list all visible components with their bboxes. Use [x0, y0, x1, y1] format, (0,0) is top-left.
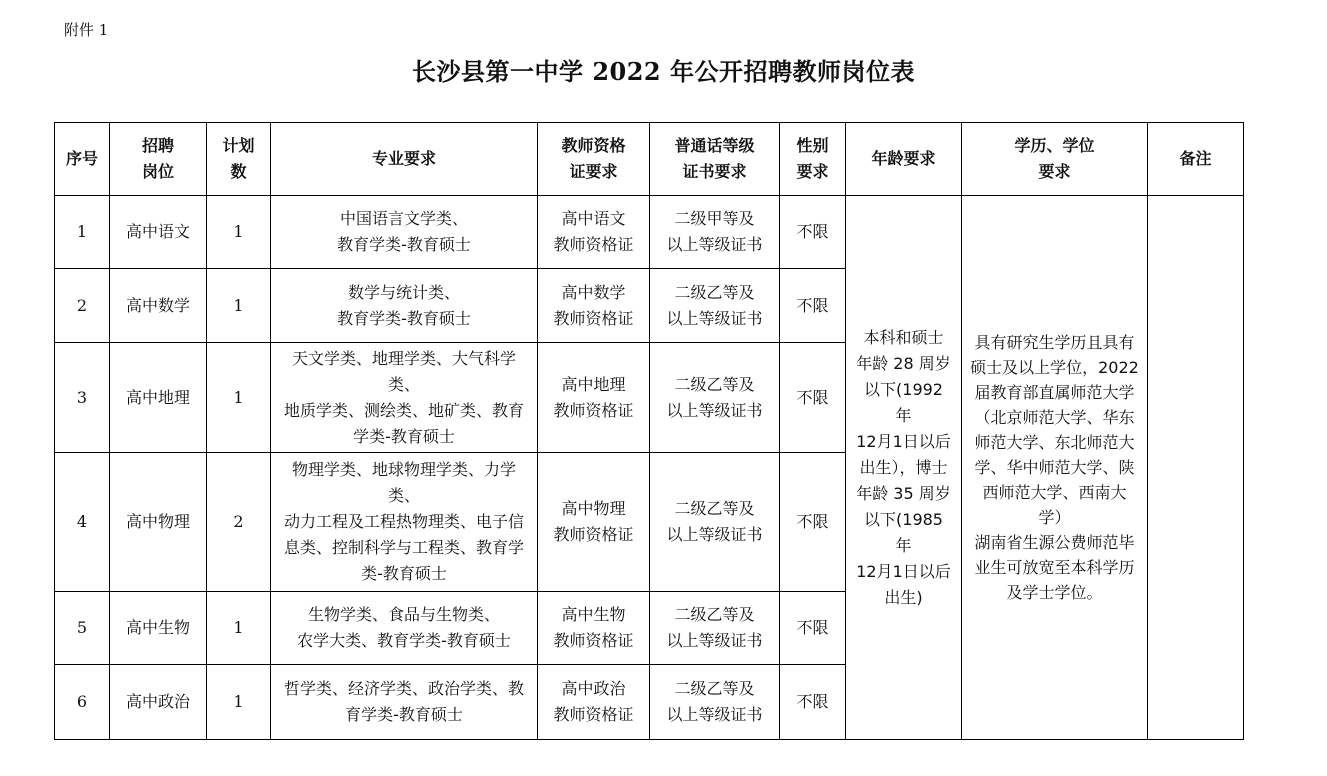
cell-seq: 3 [55, 343, 110, 453]
cell-gender: 不限 [780, 453, 846, 592]
cell-mandarin: 二级乙等及 以上等级证书 [650, 269, 780, 343]
cell-education-requirement: 具有研究生学历且具有 硕士及以上学位，2022 届教育部直属师范大学 （北京师范大学、华东 师范大学、东北师范大 学、华中师范大学、陕 西师范大学、西南大学） 湖南省生源公费师范毕 业生可放宽至本科学历 及学士学位。 [962, 196, 1148, 740]
cell-post: 高中语文 [110, 196, 207, 269]
cell-post: 高中生物 [110, 592, 207, 665]
cell-gender: 不限 [780, 665, 846, 740]
cell-post: 高中地理 [110, 343, 207, 453]
cell-plan: 1 [207, 196, 271, 269]
cell-post: 高中政治 [110, 665, 207, 740]
header-plan: 计划 数 [207, 123, 271, 196]
cell-remark [1148, 196, 1244, 740]
header-gender: 性别 要求 [780, 123, 846, 196]
cell-mandarin: 二级乙等及 以上等级证书 [650, 343, 780, 453]
cell-major: 物理学类、地球物理学类、力学类、 动力工程及工程热物理类、电子信 息类、控制科学与工程类、教育学 类-教育硕士 [271, 453, 538, 592]
header-post: 招聘 岗位 [110, 123, 207, 196]
cell-plan: 1 [207, 269, 271, 343]
cell-mandarin: 二级甲等及 以上等级证书 [650, 196, 780, 269]
cell-seq: 5 [55, 592, 110, 665]
attachment-label: 附件 1 [64, 21, 109, 39]
cell-post: 高中数学 [110, 269, 207, 343]
cell-cert: 高中地理 教师资格证 [538, 343, 650, 453]
cell-post: 高中物理 [110, 453, 207, 592]
cell-gender: 不限 [780, 269, 846, 343]
cell-seq: 4 [55, 453, 110, 592]
cell-gender: 不限 [780, 196, 846, 269]
table-header-row [55, 123, 1244, 196]
cell-cert: 高中语文 教师资格证 [538, 196, 650, 269]
cell-plan: 1 [207, 343, 271, 453]
header-seq: 序号 [55, 123, 110, 196]
cell-seq: 6 [55, 665, 110, 740]
page-title: 长沙县第一中学 2022 年公开招聘教师岗位表 [411, 57, 915, 86]
cell-cert: 高中政治 教师资格证 [538, 665, 650, 740]
cell-plan: 1 [207, 592, 271, 665]
cell-major: 中国语言文学类、 教育学类-教育硕士 [271, 196, 538, 269]
cell-major: 哲学类、经济学类、政治学类、教 育学类-教育硕士 [271, 665, 538, 740]
cell-plan: 2 [207, 453, 271, 592]
cell-plan: 1 [207, 665, 271, 740]
header-major: 专业要求 [271, 123, 538, 196]
header-mandarin: 普通话等级 证书要求 [650, 123, 780, 196]
cell-cert: 高中生物 教师资格证 [538, 592, 650, 665]
cell-cert: 高中物理 教师资格证 [538, 453, 650, 592]
cell-mandarin: 二级乙等及 以上等级证书 [650, 665, 780, 740]
header-cert: 教师资格 证要求 [538, 123, 650, 196]
cell-seq: 2 [55, 269, 110, 343]
cell-age-requirement: 本科和硕士 年龄 28 周岁 以下(1992 年 12月1日以后 出生），博士 年龄 35 周岁 以下(1985 年 12月1日以后 出生) [846, 196, 962, 740]
header-remark: 备注 [1148, 123, 1244, 196]
recruitment-table [54, 122, 1244, 740]
table-row [55, 196, 1244, 269]
cell-mandarin: 二级乙等及 以上等级证书 [650, 592, 780, 665]
cell-cert: 高中数学 教师资格证 [538, 269, 650, 343]
cell-seq: 1 [55, 196, 110, 269]
cell-gender: 不限 [780, 343, 846, 453]
cell-mandarin: 二级乙等及 以上等级证书 [650, 453, 780, 592]
cell-major: 天文学类、地理学类、大气科学类、 地质学类、测绘类、地矿类、教育 学类-教育硕士 [271, 343, 538, 453]
cell-major: 生物学类、食品与生物类、 农学大类、教育学类-教育硕士 [271, 592, 538, 665]
cell-gender: 不限 [780, 592, 846, 665]
cell-major: 数学与统计类、 教育学类-教育硕士 [271, 269, 538, 343]
header-edu: 学历、学位 要求 [962, 123, 1148, 196]
header-age: 年龄要求 [846, 123, 962, 196]
